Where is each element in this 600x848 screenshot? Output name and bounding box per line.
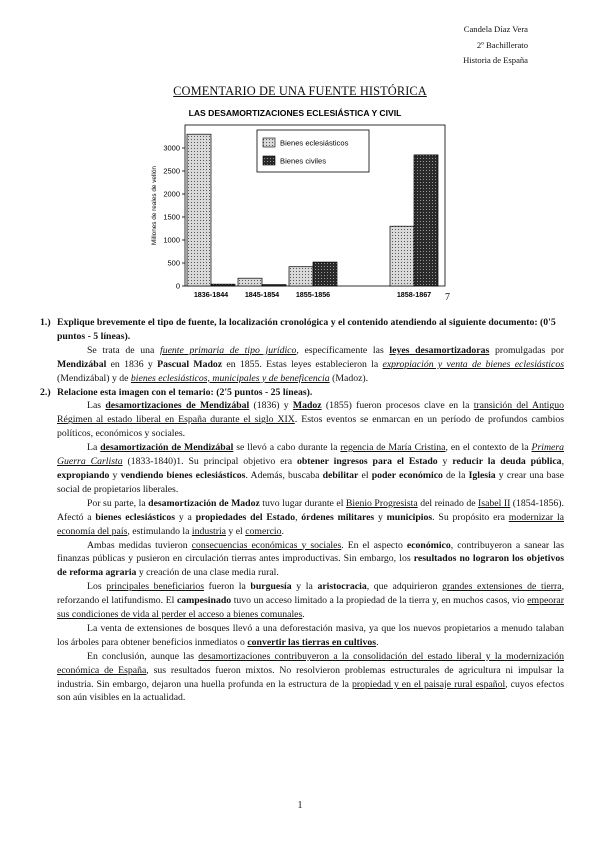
document-body	[40, 316, 564, 705]
answer-2-paragraph-3: Por su parte, la desamortización de Madoz tuvo lugar durante el Bienio Progresista del reinado de Isabel II (1854-1856). Afectó a bienes eclesiásticos y a propiedades del Estado, órdenes militares y municipios. Su propósito era modernizar la economía del país, estimulando la industria y el comercio.	[57, 497, 564, 537]
bar-civiles	[262, 285, 286, 286]
page-header	[463, 22, 528, 69]
answer-2-paragraph-5: Los principales beneficiarios fueron la burguesía y la aristocracia, que adquirieron grandes extensiones de tierra, reforzando el latifundismo. El campesinado tuvo un acceso limitado a la propiedad de la tierra y, en muchos casos, vio empeorar sus condiciones de vida al perder el acceso a bienes comunales.	[57, 581, 564, 621]
y-tick-label: 2000	[163, 189, 180, 199]
author-name: Candela Díaz Vera	[463, 24, 528, 34]
y-tick-label: 3000	[163, 143, 180, 153]
document-title: COMENTARIO DE UNA FUENTE HISTÓRICA	[173, 84, 427, 98]
x-tick-label: 1858-1867	[396, 290, 432, 299]
question-2-prompt	[40, 386, 564, 400]
question-1-text: Explique brevemente el tipo de fuente, la localización cronológica y el contenido atendiendo al siguiente documento: (0'5 puntos - 5 líneas).	[57, 317, 556, 342]
subject-label: Historia de España	[463, 55, 528, 66]
legend-box	[257, 130, 369, 172]
bar-civiles	[313, 262, 337, 286]
answer-2-paragraph-1: Las desamortizaciones de Mendizábal (1836) y Madoz (1855) fueron procesos clave en la transición del Antiguo Régimen al estado liberal en España durante el siglo XIX. Estos eventos se enmarcan en un período de profundos cambios políticos, económicos y sociales.	[57, 400, 565, 440]
question-2-text: Relacione esta imagen con el temario: (2'5 puntos - 25 líneas).	[57, 386, 313, 398]
chart-number: 7	[445, 292, 450, 303]
desamortization-bar-chart	[143, 103, 448, 300]
answer-1-paragraph: Se trata de una fuente primaria de tipo jurídico, específicamente las leyes desamortizadoras promulgadas por Mendizábal en 1836 y Pascual Madoz en 1855. Estas leyes establecieron la expropiación y venta de bienes eclesiásticos (Mendizábal) y de bienes eclesiásticos, municipales y de beneficencia (Madoz).	[57, 344, 564, 384]
answer-2-paragraph-7: En conclusión, aunque las desamortizaciones contribuyeron a la consolidación del estado liberal y la modernización económica de España, sus resultados fueron mixtos. No resolvieron problemas estructurales de agricultura ni impulsar la industria. Sin embargo, dejaron una huella profunda en la estructura de la propiedad y en el paisaje rural español, cuyos efectos son aún visibles en la actualidad.	[57, 650, 565, 704]
y-axis-label: Millones de reales de vellón	[151, 166, 158, 245]
legend-swatch-civiles	[263, 156, 275, 165]
bar-civiles	[211, 284, 235, 286]
legend-label-eclesiasticos: Bienes eclesiásticos	[280, 138, 349, 148]
y-tick-label: 1000	[163, 235, 180, 245]
x-tick-label: 1845-1854	[244, 290, 280, 299]
chart-title: LAS DESAMORTIZACIONES ECLESIÁSTICA Y CIVIL	[188, 108, 402, 118]
legend-label-civiles: Bienes civiles	[280, 156, 327, 166]
y-tick-label: 1500	[163, 212, 180, 222]
course-label: 2º Bachillerato	[476, 39, 528, 50]
question-2-number: 2.)	[40, 386, 51, 398]
x-tick-label: 1855-1856	[295, 290, 331, 299]
y-tick-label: 0	[175, 281, 180, 291]
x-tick-label: 1836-1844	[193, 290, 229, 299]
y-tick-label: 500	[167, 258, 180, 268]
bar-eclesiasticos	[390, 226, 414, 286]
answer-2-paragraph-2: La desamortización de Mendizábal se llevó a cabo durante la regencia de María Cristina, en el contexto de la Primera Guerra Carlista (1833-1840)1. Su principal objetivo era obtener ingresos para el Estado y reducir la deuda pública, expropiando y vendiendo bienes eclesiásticos. Además, buscaba debilitar el poder económico de la Iglesia y crear una base social de propietarios liberales.	[57, 442, 564, 495]
bar-eclesiasticos	[238, 278, 262, 286]
bar-eclesiasticos	[187, 134, 211, 286]
question-1-prompt	[40, 316, 564, 344]
answer-2-paragraph-6: La venta de extensiones de bosques llevó a una deforestación masiva, ya que los nuevos propietarios a menudo talaban los árboles para obtener beneficios inmediatos o convertir las tierras en cultivos.	[57, 622, 564, 648]
question-1-number: 1.)	[40, 317, 51, 328]
bar-civiles	[414, 155, 438, 286]
page-number: 1	[297, 800, 303, 811]
legend-swatch-eclesiasticos	[263, 138, 275, 147]
y-tick-label: 2500	[163, 166, 180, 176]
bar-eclesiasticos	[289, 267, 313, 286]
answer-2-paragraph-4: Ambas medidas tuvieron consecuencias económicas y sociales. En el aspecto económico, contribuyeron a sanear las finanzas públicas y pusieron en circulación tierras antes improductivas. Sin embargo, los resultados no lograron los objetivos de reforma agraria y creación de una clase media rural.	[57, 539, 565, 579]
